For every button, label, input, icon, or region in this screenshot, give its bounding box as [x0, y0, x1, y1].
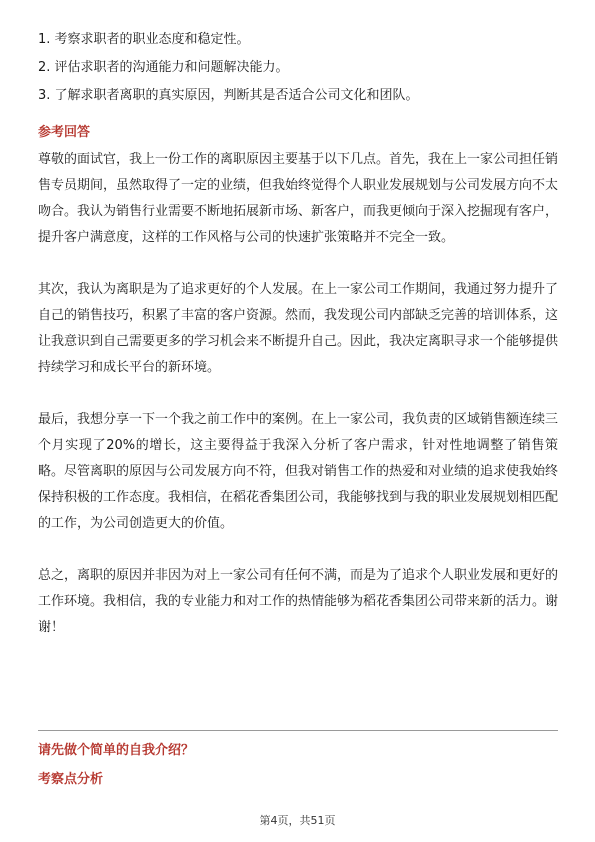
objective-item: 2. 评估求职者的沟通能力和问题解决能力。 — [38, 60, 289, 75]
objectives-list — [38, 31, 558, 115]
answer-paragraph: 其次，我认为离职是为了追求更好的个人发展。在上一家公司工作期间，我通过努力提升了自己的销售技巧，积累了丰富的客户资源。然而，我发现公司内部缺乏完善的培训体系，这让我意识到自己需要更多的学习机会来不断提升自己。因此，我决定离职寻求一个能够提供持续学习和成长平台的新环境。 — [38, 282, 559, 375]
answer-paragraph: 尊敬的面试官，我上一份工作的离职原因主要基于以下几点。首先，我在上一家公司担任销售专员期间，虽然取得了一定的业绩，但我始终觉得个人职业发展规划与公司发展方向不太吻合。我认为销售行业需要不断地拓展新市场、新客户，而我更倾向于深入挖掘现有客户，提升客户满意度，这样的工作风格与公司的快速扩张策略并不完全一致。 — [38, 152, 559, 245]
answer-paragraph: 最后，我想分享一下一个我之前工作中的案例。在上一家公司，我负责的区域销售额连续三个月实现了20%的增长，这主要得益于我深入分析了客户需求，针对性地调整了销售策略。尽管离职的原因与公司发展方向不符，但我对销售工作的热爱和对业绩的追求使我始终保持积极的工作态度。我相信，在稻花香集团公司，我能够找到与我的职业发展规划相匹配的工作，为公司创造更大的价值。 — [38, 412, 559, 531]
answer-paragraph: 总之，离职的原因并非因为对上一家公司有任何不满，而是为了追求个人职业发展和更好的工作环境。我相信，我的专业能力和对工作的热情能够为稻花香集团公司带来新的活力。谢谢！ — [38, 568, 559, 635]
objective-item: 3. 了解求职者离职的真实原因，判断其是否适合公司文化和团队。 — [38, 88, 419, 103]
next-question-heading: 请先做个简单的自我介绍？ — [38, 743, 195, 758]
page-footer: 第4页，共51页 — [259, 814, 336, 827]
answer-body — [38, 147, 558, 667]
answer-heading: 参考回答 — [38, 125, 91, 140]
objective-item: 1. 考察求职者的职业态度和稳定性。 — [38, 32, 250, 47]
section-divider — [38, 730, 558, 731]
analysis-heading: 考察点分析 — [38, 772, 104, 787]
